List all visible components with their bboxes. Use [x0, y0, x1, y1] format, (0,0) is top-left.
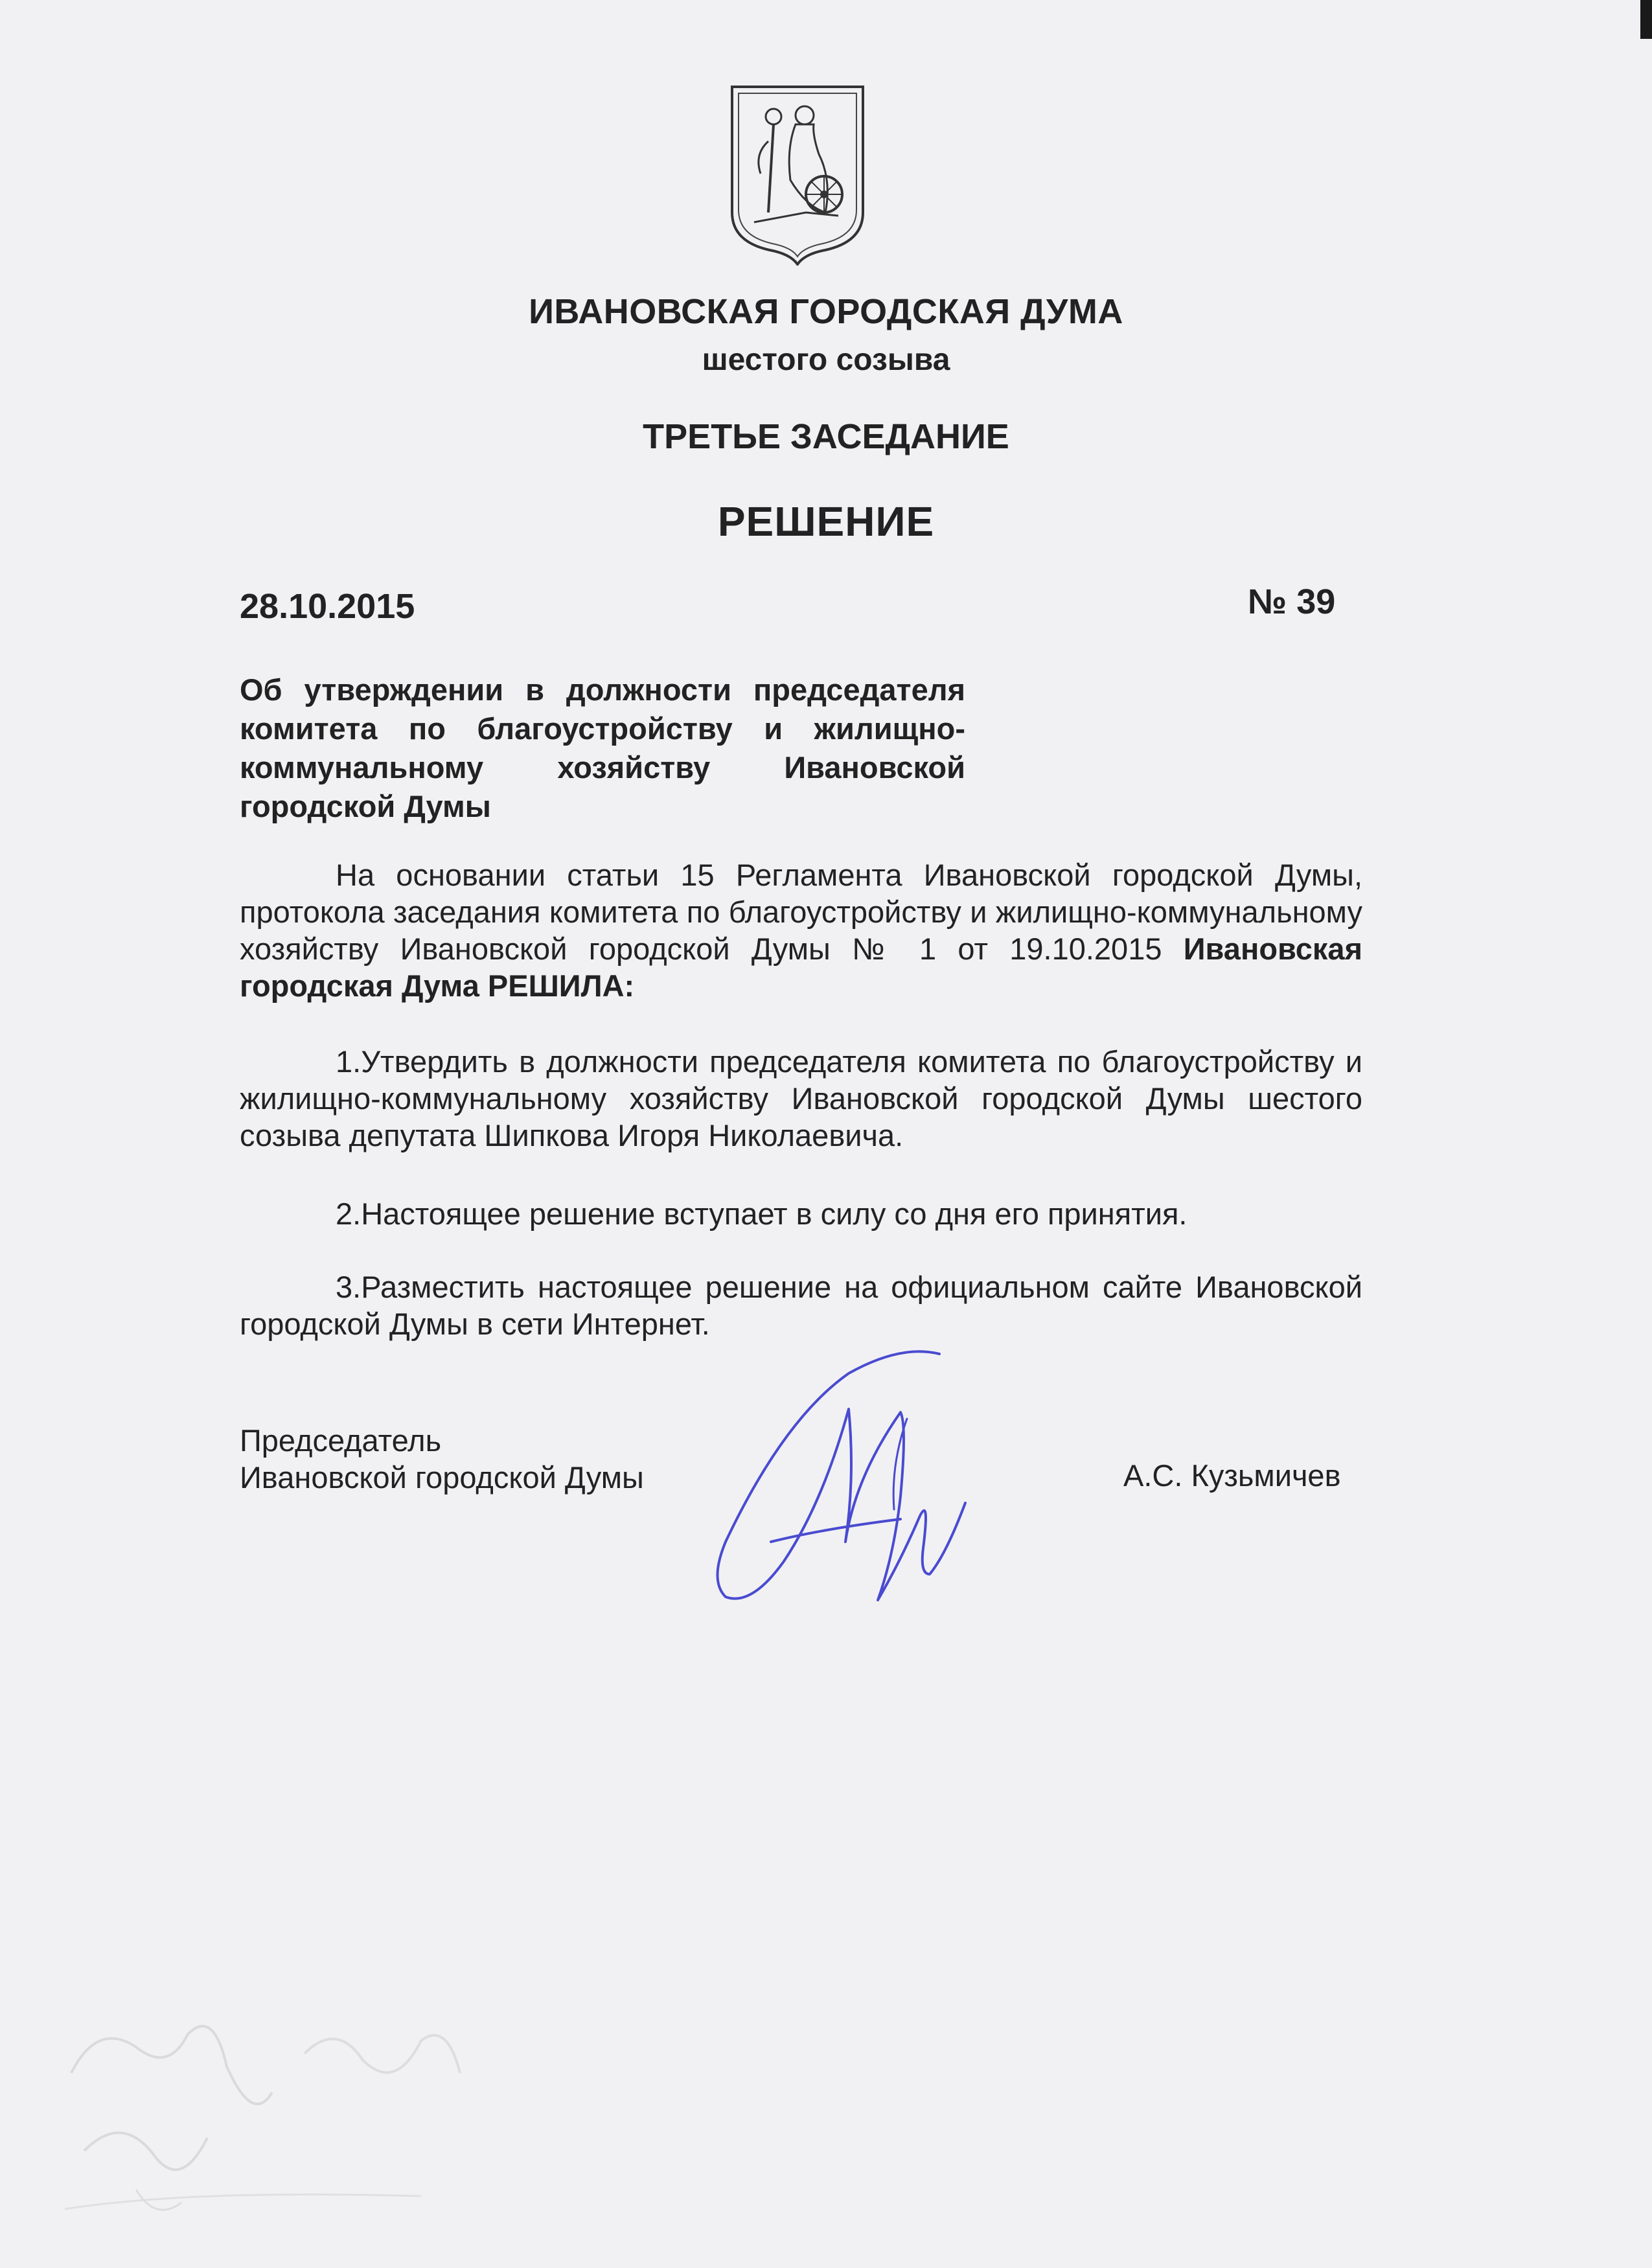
item-3	[240, 1268, 1362, 1342]
document-number: № 39	[1248, 582, 1336, 621]
basis-paragraph	[240, 856, 1362, 1004]
document-date: 28.10.2015	[240, 587, 415, 626]
signatory-name: А.С. Кузьмичев	[1123, 1458, 1341, 1493]
document-subject: Об утверждении в должности председателя комитета по благоустройству и жилищно-коммунальному хозяйству Ивановской городской Думы	[240, 672, 965, 823]
handwritten-signature	[706, 1347, 1017, 1620]
signatory-title-line-2: Ивановской городской Думы	[240, 1460, 644, 1495]
item-2-text: 2.Настоящее решение вступает в силу со дня его принятия.	[336, 1197, 1187, 1231]
item-3-text: 3.Разместить настоящее решение на официальном сайте Ивановской городской Думы в сети Интернет.	[240, 1270, 1362, 1341]
document-type: РЕШЕНИЕ	[717, 498, 935, 545]
signatory-title	[240, 1422, 644, 1496]
page-edge	[1640, 0, 1652, 39]
faint-handwritten-marks	[58, 1995, 473, 2241]
item-2	[240, 1195, 1362, 1232]
coat-of-arms-icon	[728, 83, 867, 266]
item-1-text: 1.Утвердить в должности председателя комитета по благоустройству и жилищно-коммунальному хозяйству Ивановской городской Думы шестого созыва депутата Шипкова Игоря Николаевича.	[240, 1044, 1362, 1152]
session-title: ТРЕТЬЕ ЗАСЕДАНИЕ	[643, 417, 1009, 456]
signatory-title-line-1: Председатель	[240, 1423, 442, 1458]
basis-text: На основании статьи 15 Регламента Ивановской городской Думы, протокола заседания комитета по благоустройству и жилищно-коммунальному хозяйству Ивановской городской Думы № 1 от 19.10.2015	[240, 858, 1362, 966]
organization-title: ИВАНОВСКАЯ ГОРОДСКАЯ ДУМА	[529, 292, 1123, 331]
decided-text: Ивановская городская Дума РЕШИЛА:	[240, 932, 1362, 1003]
convocation-subtitle: шестого созыва	[702, 343, 950, 377]
item-1	[240, 1043, 1362, 1154]
